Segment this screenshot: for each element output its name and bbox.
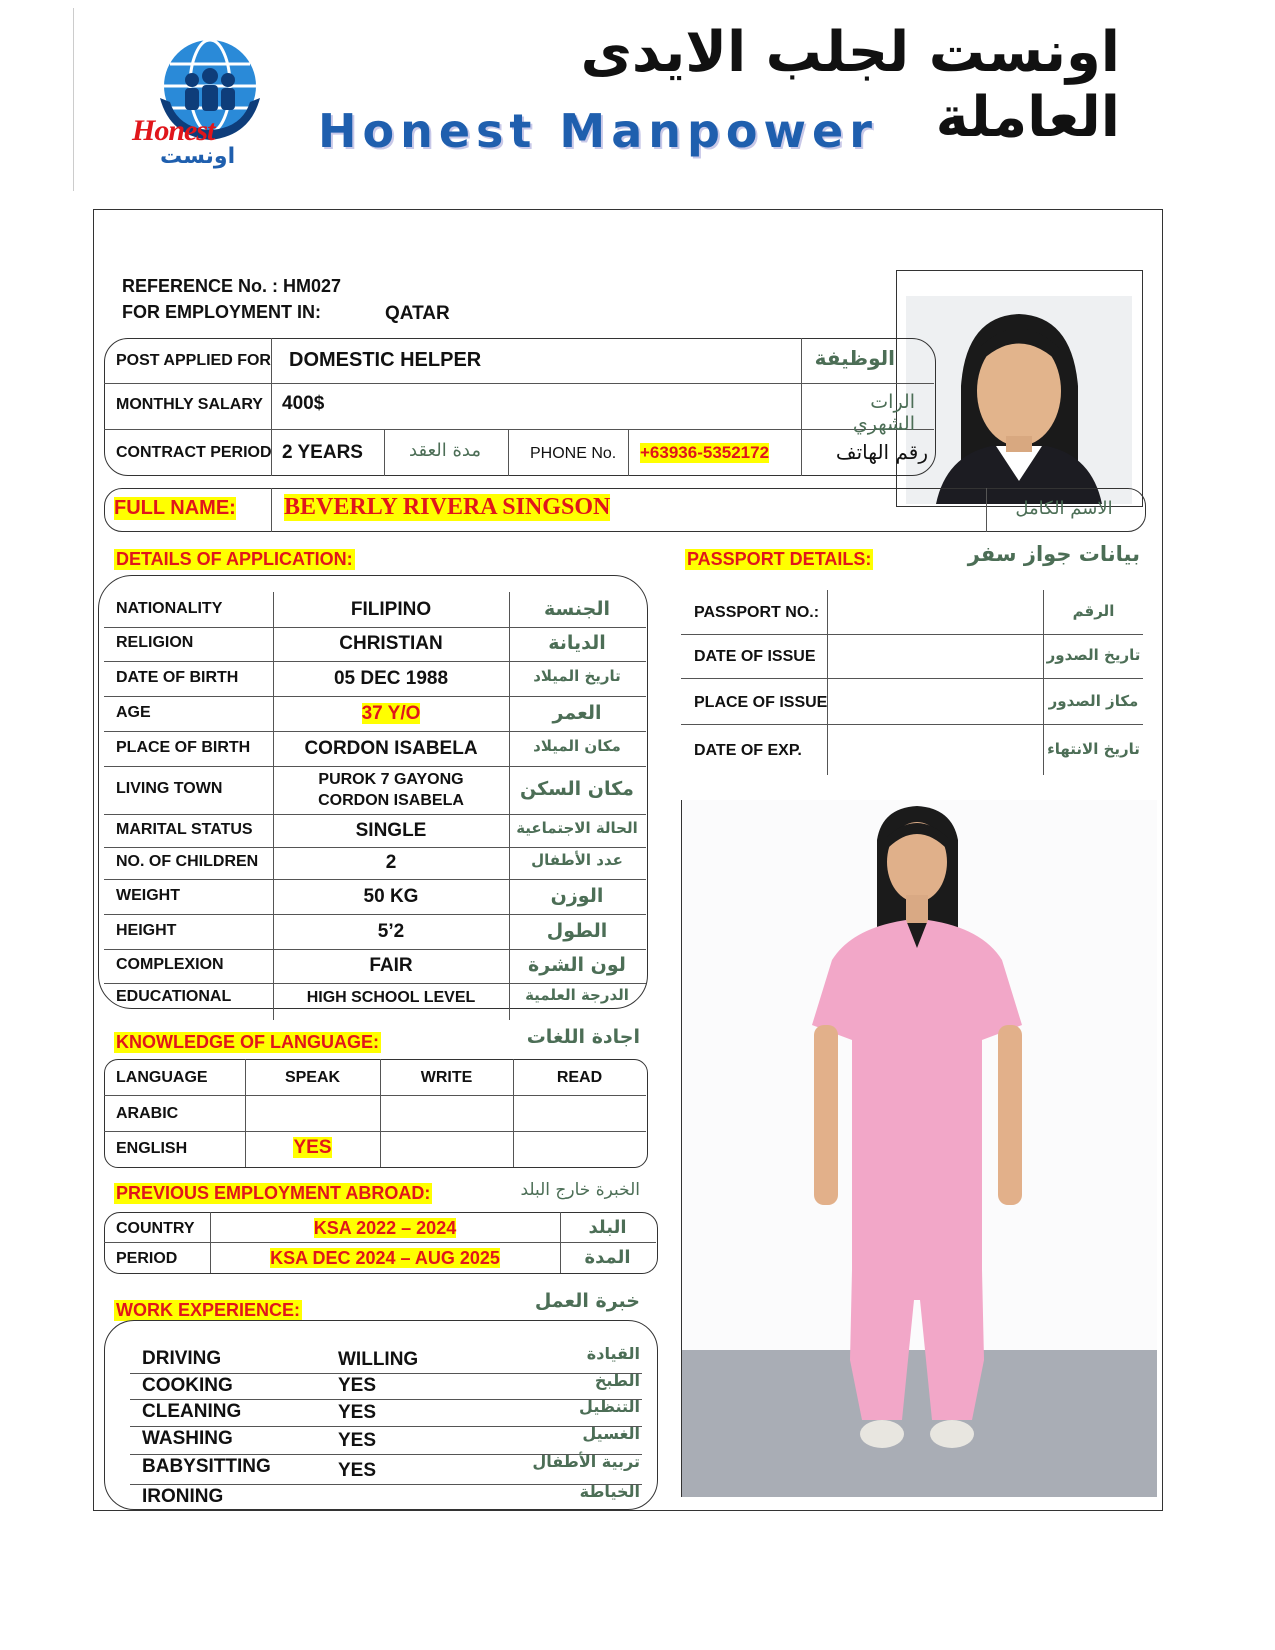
work-item-arabic: التنظيل [579, 1397, 640, 1416]
app-row-value [273, 599, 509, 621]
app-row-value-text: 05 DEC 1988 [333, 667, 449, 689]
salary-arabic: الرات الشهري [852, 391, 915, 435]
divider [104, 731, 646, 732]
app-row-arabic: لون الشرة [528, 954, 626, 976]
lang-english-speak: YES [293, 1137, 332, 1158]
lang-row-english: ENGLISH [116, 1140, 188, 1157]
logo-text: Honest [132, 114, 215, 147]
divider [104, 1095, 646, 1096]
divider [104, 1131, 646, 1132]
work-item-value: WILLING [338, 1349, 419, 1370]
language-section-arabic: اجادة اللغات [526, 1026, 640, 1048]
passport-row-arabic: الرقم [1072, 602, 1115, 620]
divider [104, 766, 646, 767]
app-row-arabic: عدد الأطفال [531, 851, 623, 869]
contract-label: CONTRACT PERIOD [116, 444, 272, 461]
previous-period-label: PERIOD [116, 1250, 178, 1267]
app-row-value [273, 886, 509, 908]
app-row-label: EDUCATIONAL [116, 988, 232, 1005]
app-row-value-text: SINGLE [355, 819, 427, 841]
app-row-arabic: الطول [546, 919, 608, 942]
divider [104, 847, 646, 848]
lang-header-write: WRITE [420, 1069, 473, 1086]
app-row-value [273, 987, 509, 1009]
phone-label: PHONE No. [530, 445, 617, 462]
passport-row-label: DATE OF ISSUE [694, 648, 816, 665]
passport-row-arabic: تاريخ الصدور [1046, 646, 1141, 664]
previous-country-value: KSA 2022 – 2024 [313, 1218, 457, 1238]
app-row-label: WEIGHT [116, 886, 180, 904]
work-item-label: CLEANING [142, 1401, 242, 1422]
divider [509, 592, 510, 1020]
app-row-value-text: HIGH SCHOOL LEVEL [306, 989, 476, 1006]
app-row-label: PLACE OF BIRTH [116, 738, 251, 756]
work-item-label: IRONING [142, 1486, 224, 1507]
app-row-label: HEIGHT [116, 921, 177, 939]
lang-header-speak: SPEAK [284, 1069, 341, 1086]
divider [271, 488, 272, 532]
app-row-arabic: مكان الميلاد [533, 736, 621, 755]
app-row-label: AGE [116, 703, 151, 721]
application-section-title: DETAILS OF APPLICATION: [116, 549, 353, 569]
app-row-value [273, 738, 509, 760]
work-item-label: WASHING [142, 1428, 233, 1449]
work-item-label: DRIVING [142, 1348, 222, 1369]
app-row-value-text: 37 Y/O [361, 702, 421, 724]
salary-label: MONTHLY SALARY [116, 396, 263, 413]
app-row-value [273, 769, 509, 811]
work-item-label: BABYSITTING [142, 1456, 271, 1477]
employment-label: FOR EMPLOYMENT IN: [122, 302, 321, 322]
app-row-value [273, 955, 509, 977]
previous-country-arabic: البلد [588, 1217, 627, 1238]
divider [1043, 590, 1044, 775]
divider [681, 678, 1143, 679]
divider [104, 383, 934, 384]
work-item-arabic: الغسيل [582, 1424, 640, 1443]
work-item-arabic: الطبخ [594, 1371, 640, 1390]
previous-country-label: COUNTRY [116, 1220, 195, 1237]
divider [384, 429, 385, 476]
previous-section-title: PREVIOUS EMPLOYMENT ABROAD: [116, 1183, 431, 1203]
app-row-arabic: مكان السكن [520, 778, 634, 800]
app-row-arabic: الديانة [548, 632, 606, 654]
app-row-value-text: PUROK 7 GAYONG [318, 771, 464, 788]
divider [827, 590, 828, 775]
app-row-value-text: CHRISTIAN [339, 633, 443, 654]
work-item-value: YES [338, 1375, 377, 1396]
divider [628, 429, 629, 476]
lang-header-language: LANGUAGE [116, 1069, 208, 1086]
app-row-label: LIVING TOWN [116, 780, 223, 797]
post-value: DOMESTIC HELPER [289, 349, 482, 371]
lang-header-read: READ [556, 1069, 603, 1086]
divider [681, 724, 1143, 725]
contract-value: 2 YEARS [282, 442, 363, 463]
passport-row-arabic: تاريخ الانتهاء [1047, 740, 1140, 758]
app-row-arabic: الدرجة العلمية [525, 986, 629, 1004]
app-row-label: NO. OF CHILDREN [116, 853, 259, 870]
divider [104, 696, 646, 697]
phone-value: +63936-5352172 [640, 443, 770, 462]
reference-number: REFERENCE No. : HM027 [122, 276, 342, 296]
work-item-arabic: تربية الأطفال [532, 1452, 640, 1471]
contract-arabic: مدة العقد [409, 440, 481, 461]
work-item-value: YES [338, 1402, 377, 1423]
portrait-photo [906, 296, 1132, 504]
divider [986, 488, 987, 532]
app-row-value-text: CORDON ISABELA [304, 737, 478, 759]
app-row-label: RELIGION [116, 634, 194, 651]
divider [508, 429, 509, 476]
app-row-value-text: FAIR [369, 955, 413, 976]
passport-row-arabic: مكاز الصدور [1048, 692, 1139, 710]
previous-section-arabic: الخبرة خارج البلد [520, 1180, 640, 1200]
app-row-value [273, 703, 509, 725]
work-item-arabic: الخياطة [579, 1482, 640, 1501]
divider [104, 627, 646, 628]
work-item-label: COOKING [142, 1375, 233, 1396]
divider [104, 914, 646, 915]
app-row-label: MARITAL STATUS [116, 820, 253, 838]
full-body-photo [681, 800, 1157, 1497]
previous-country-cell [210, 1218, 560, 1239]
app-row-value [273, 633, 509, 655]
previous-period-cell [210, 1248, 560, 1269]
work-section-title: WORK EXPERIENCE: [116, 1300, 301, 1320]
work-item-value: YES [338, 1430, 377, 1451]
divider [104, 1242, 656, 1243]
divider [104, 949, 646, 950]
logo-arabic-text: اونست [160, 144, 236, 169]
lang-english-speak-cell [245, 1137, 380, 1159]
app-row-value-text: FILIPINO [350, 598, 432, 620]
divider [104, 814, 646, 815]
app-row-label: DATE OF BIRTH [116, 668, 239, 686]
passport-section-title: PASSPORT DETAILS: [687, 549, 872, 569]
passport-section-arabic: بيانات جواز سفر [967, 542, 1140, 566]
app-row-arabic: العمر [552, 701, 602, 724]
divider [104, 661, 646, 662]
app-row-arabic: الحالة الاجتماعية [516, 818, 638, 837]
arabic-company-title: اونست لجلب الايدى العاملة [580, 20, 1120, 150]
work-item-arabic: القيادة [586, 1344, 640, 1363]
english-company-title: Honest Manpower [318, 104, 878, 158]
post-label: POST APPLIED FOR [116, 352, 271, 369]
app-row-arabic: تاريخ الميلاد [533, 666, 621, 685]
post-arabic: الوظيفة [814, 346, 895, 370]
app-row-value-text: 2 [385, 852, 397, 873]
app-row-value-text2: CORDON ISABELA [318, 792, 464, 809]
fullname-label: FULL NAME: [114, 497, 236, 519]
fullname-arabic: الاسم الكامل [1015, 498, 1113, 519]
work-item-value: YES [338, 1460, 377, 1481]
passport-row-label: PLACE OF ISSUE [694, 694, 828, 711]
previous-period-arabic: المدة [584, 1247, 631, 1268]
fullname-value: BEVERLY RIVERA SINGSON [284, 494, 611, 520]
app-row-arabic: الجنسة [544, 597, 610, 620]
app-row-value [273, 921, 509, 943]
app-row-label: NATIONALITY [116, 599, 223, 617]
app-row-value [273, 668, 509, 690]
lang-row-arabic: ARABIC [116, 1105, 179, 1122]
divider [104, 879, 646, 880]
app-row-value [273, 852, 509, 874]
divider [104, 983, 646, 984]
divider [681, 634, 1143, 635]
header-divider-left [73, 8, 74, 191]
app-row-value-text: 5’2 [377, 920, 405, 942]
app-row-arabic: الوزن [550, 884, 604, 907]
divider [801, 338, 802, 476]
employment-country: QATAR [385, 303, 450, 324]
language-section-title: KNOWLEDGE OF LANGUAGE: [116, 1032, 379, 1052]
work-section-arabic: خبرة العمل [534, 1290, 640, 1312]
previous-period-value: KSA DEC 2024 – AUG 2025 [270, 1248, 500, 1268]
salary-value: 400$ [282, 393, 325, 414]
passport-row-label: PASSPORT NO.: [694, 604, 820, 621]
app-row-value-text: 50 KG [363, 885, 419, 907]
app-row-label: COMPLEXION [116, 956, 224, 973]
phone-arabic: رقم الهاتف [835, 440, 928, 464]
app-row-value [273, 820, 509, 842]
company-logo [130, 28, 290, 178]
passport-row-label: DATE OF EXP. [694, 742, 802, 759]
